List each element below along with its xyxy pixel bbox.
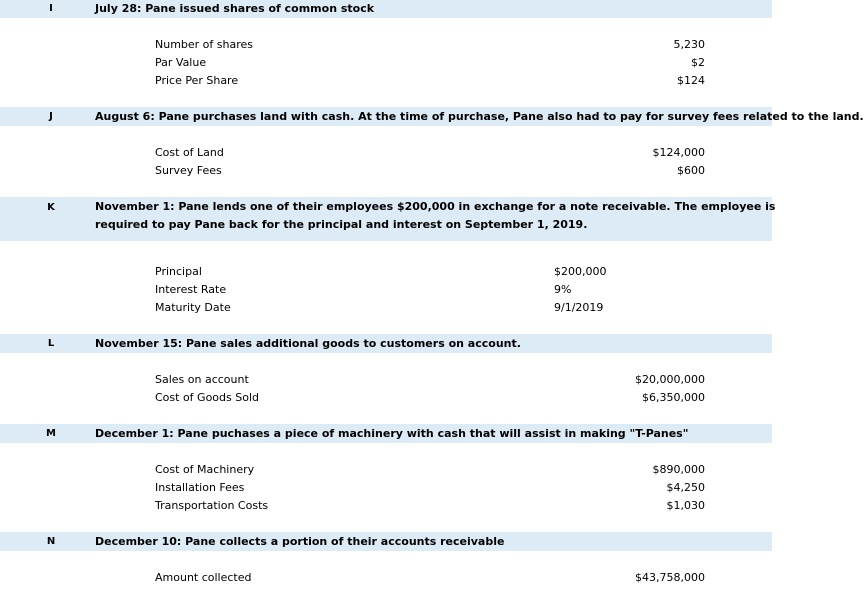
section-m-value-1: $890,000 bbox=[652, 463, 705, 476]
section-j-label-2: Survey Fees bbox=[155, 164, 222, 177]
section-m-letter: M bbox=[46, 428, 56, 439]
section-m-value-3: $1,030 bbox=[666, 499, 705, 512]
section-l-letter: L bbox=[47, 338, 55, 349]
section-m-label-2: Installation Fees bbox=[155, 481, 245, 494]
section-l-value-2: $6,350,000 bbox=[642, 391, 705, 404]
section-j-value-2: $600 bbox=[677, 164, 705, 177]
section-n-title: December 10: Pane collects a portion of their accounts receivable bbox=[95, 535, 505, 548]
section-l-label-2: Cost of Goods Sold bbox=[155, 391, 259, 404]
section-k-label-3: Maturity Date bbox=[155, 301, 231, 314]
section-l-value-1: $20,000,000 bbox=[635, 373, 705, 386]
section-l-label-1: Sales on account bbox=[155, 373, 249, 386]
section-m-label-3: Transportation Costs bbox=[155, 499, 269, 512]
section-l-title: November 15: Pane sales additional goods to customers on account. bbox=[95, 337, 521, 350]
section-i-label-1: Number of shares bbox=[155, 38, 254, 51]
section-k-value-3: 9/1/2019 bbox=[554, 301, 604, 314]
section-k-title-line-2: required to pay Pane back for the principal and interest on September 1, 2019. bbox=[95, 218, 588, 231]
section-n-letter: N bbox=[46, 536, 56, 547]
section-j-label-1: Cost of Land bbox=[155, 146, 224, 159]
section-k-title-line-1: November 1: Pane lends one of their employees $200,000 in exchange for a note receivable. The employee is bbox=[95, 200, 776, 213]
section-i-value-3: $124 bbox=[677, 74, 705, 87]
section-k-label-2: Interest Rate bbox=[155, 283, 227, 296]
section-n-label-1: Amount collected bbox=[155, 571, 252, 584]
section-k-label-1: Principal bbox=[155, 265, 202, 278]
section-k-value-1: $200,000 bbox=[554, 265, 607, 278]
section-i-label-3: Price Per Share bbox=[155, 74, 239, 87]
section-i-title: July 28: Pane issued shares of common stock bbox=[95, 2, 375, 15]
section-i-value-1: 5,230 bbox=[673, 38, 705, 51]
section-i-letter: I bbox=[49, 3, 53, 14]
section-n-value-1: $43,758,000 bbox=[635, 571, 705, 584]
section-m-title: December 1: Pane puchases a piece of machinery with cash that will assist in making "T-Panes" bbox=[95, 427, 689, 440]
section-m-value-2: $4,250 bbox=[666, 481, 705, 494]
section-j-letter: J bbox=[49, 111, 53, 122]
section-j-value-1: $124,000 bbox=[652, 146, 705, 159]
section-i-value-2: $2 bbox=[691, 56, 705, 69]
section-k-value-2: 9% bbox=[554, 283, 572, 296]
section-m-label-1: Cost of Machinery bbox=[155, 463, 255, 476]
section-k-letter: K bbox=[47, 202, 55, 213]
section-i-label-2: Par Value bbox=[155, 56, 207, 69]
section-j-title: August 6: Pane purchases land with cash. At the time of purchase, Pane also had to pay for survey fees related to the land. bbox=[95, 110, 864, 123]
